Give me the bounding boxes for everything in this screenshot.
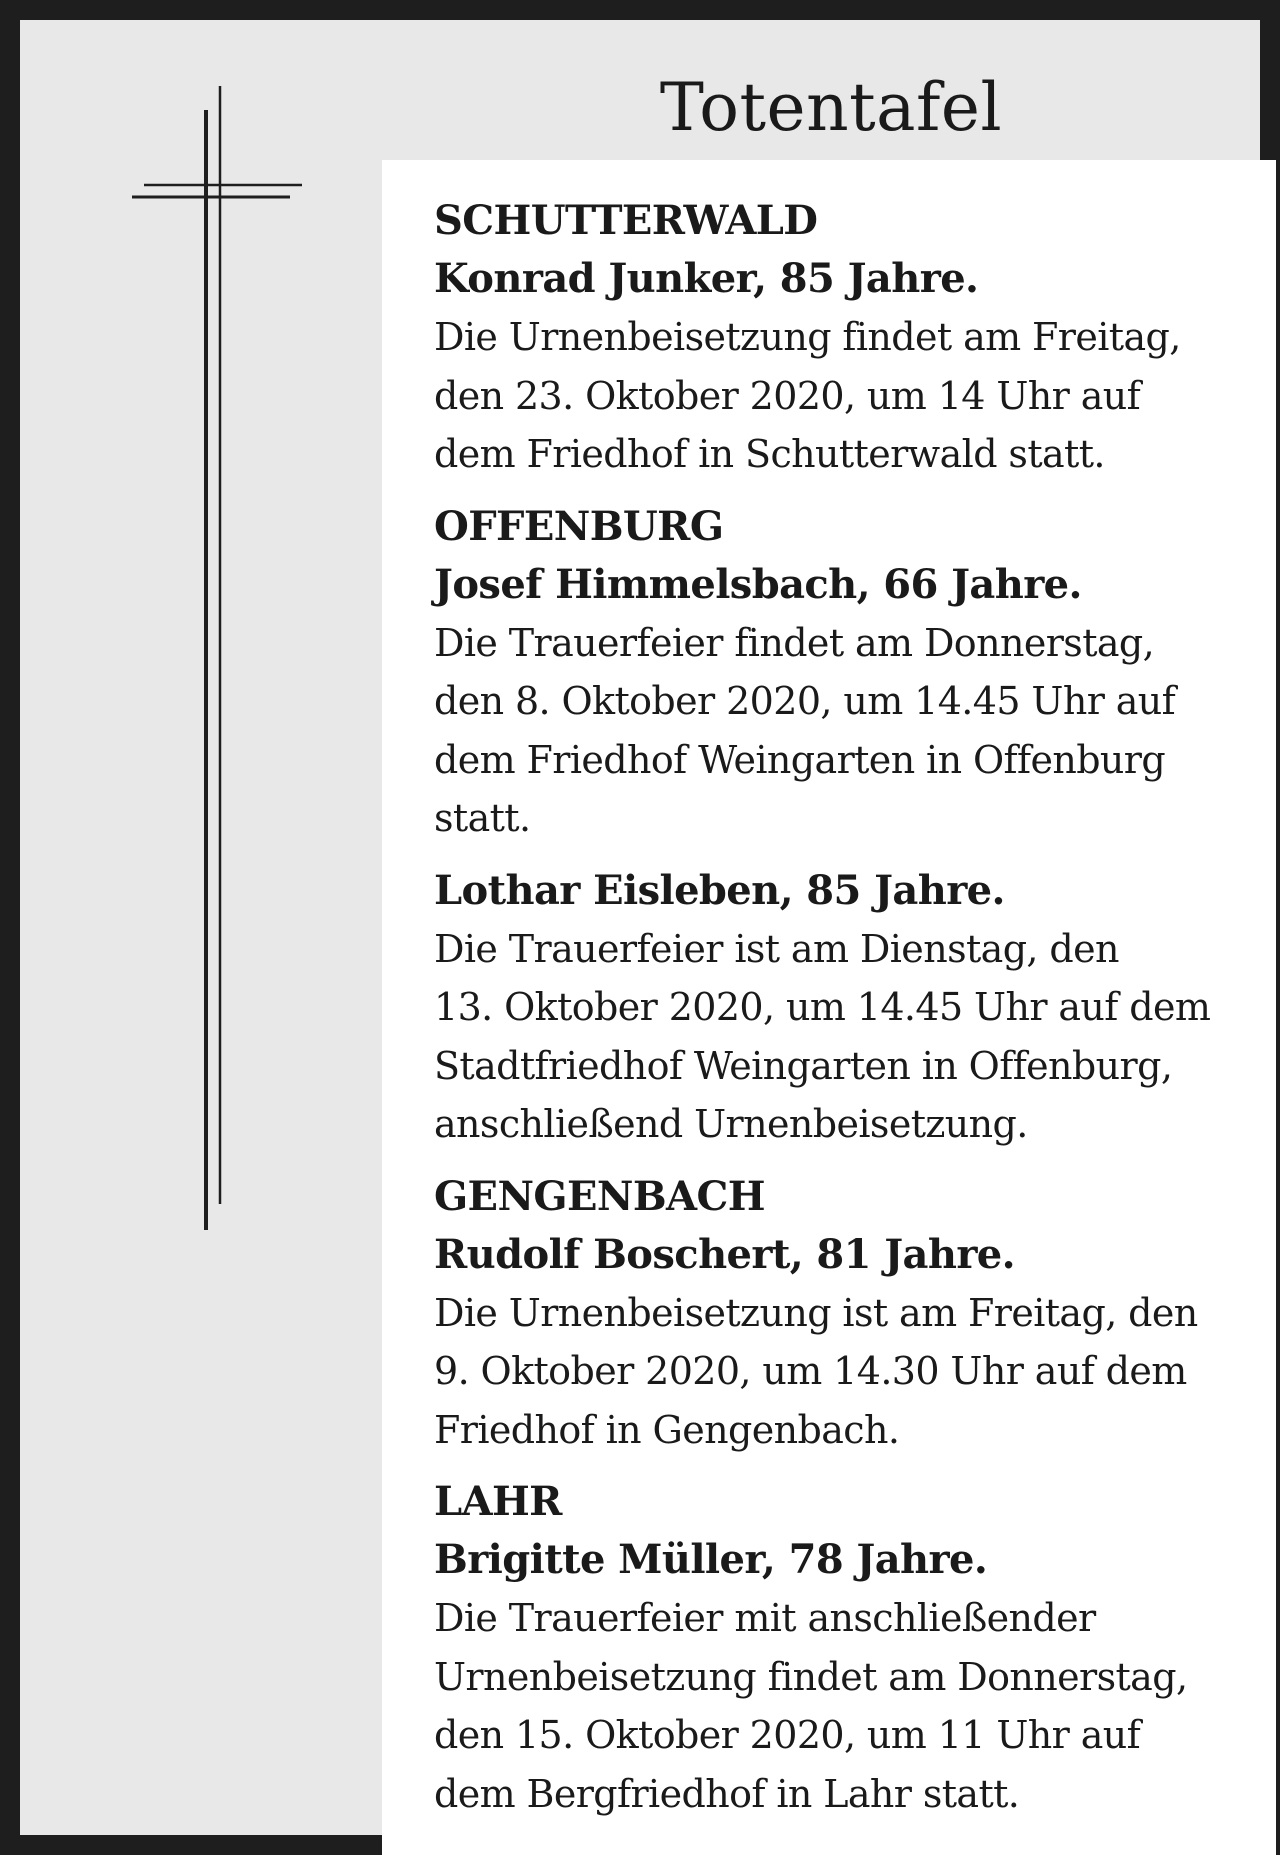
obituary-entry: [434, 498, 1254, 848]
deceased-name: Josef Himmelsbach, 66 Jahre.: [434, 560, 1082, 608]
obituary-entry: [434, 1473, 1254, 1823]
notice-line: Die Urnenbeisetzung ist am Freitag, den: [434, 1290, 1198, 1335]
obituary-entry: [434, 862, 1254, 1154]
deceased-name: Konrad Junker, 85 Jahre.: [434, 255, 979, 302]
notice-line: Stadtfriedhof Weingarten in Offenburg,: [434, 1043, 1173, 1088]
notice-line: Die Trauerfeier ist am Dienstag, den: [434, 926, 1119, 971]
obituary-entry: [434, 192, 1254, 484]
notice-line: 9. Oktober 2020, um 14.30 Uhr auf dem: [434, 1349, 1187, 1393]
obituary-list: [434, 192, 1254, 1837]
notice-line: anschließend Urnenbeisetzung.: [434, 1102, 1028, 1146]
deceased-name: Lothar Eisleben, 85 Jahre.: [434, 866, 1005, 914]
notice-line: 13. Oktober 2020, um 14.45 Uhr auf dem: [434, 985, 1211, 1029]
deceased-name: Rudolf Boschert, 81 Jahre.: [434, 1230, 1015, 1278]
place-heading: LAHR: [434, 1478, 562, 1525]
notice-line: Urnenbeisetzung findet am Donnerstag,: [434, 1654, 1188, 1699]
notice-line: den 23. Oktober 2020, um 14 Uhr auf: [434, 373, 1141, 418]
place-heading: GENGENBACH: [434, 1172, 765, 1220]
notice-line: Die Trauerfeier mit anschließender: [434, 1596, 1096, 1640]
place-heading: OFFENBURG: [434, 502, 724, 550]
obituary-entry: [434, 1168, 1254, 1460]
notice-line: dem Friedhof Weingarten in Offenburg: [434, 737, 1166, 782]
notice-line: dem Friedhof in Schutterwald statt.: [434, 432, 1105, 476]
notice-line: dem Bergfriedhof in Lahr statt.: [434, 1771, 1020, 1816]
notice-line: den 15. Oktober 2020, um 11 Uhr auf: [434, 1713, 1141, 1757]
notice-line: Die Trauerfeier findet am Donnerstag,: [434, 620, 1155, 665]
page-title: Totentafel: [659, 69, 1003, 146]
notice-line: Die Urnenbeisetzung findet am Freitag,: [434, 315, 1181, 359]
notice-line: Friedhof in Gengenbach.: [434, 1407, 900, 1452]
notice-line: statt.: [434, 796, 531, 840]
notice-line: den 8. Oktober 2020, um 14.45 Uhr auf: [434, 679, 1176, 723]
cross-icon: [120, 80, 310, 1230]
place-heading: SCHUTTERWALD: [434, 197, 818, 244]
deceased-name: Brigitte Müller, 78 Jahre.: [434, 1536, 988, 1583]
